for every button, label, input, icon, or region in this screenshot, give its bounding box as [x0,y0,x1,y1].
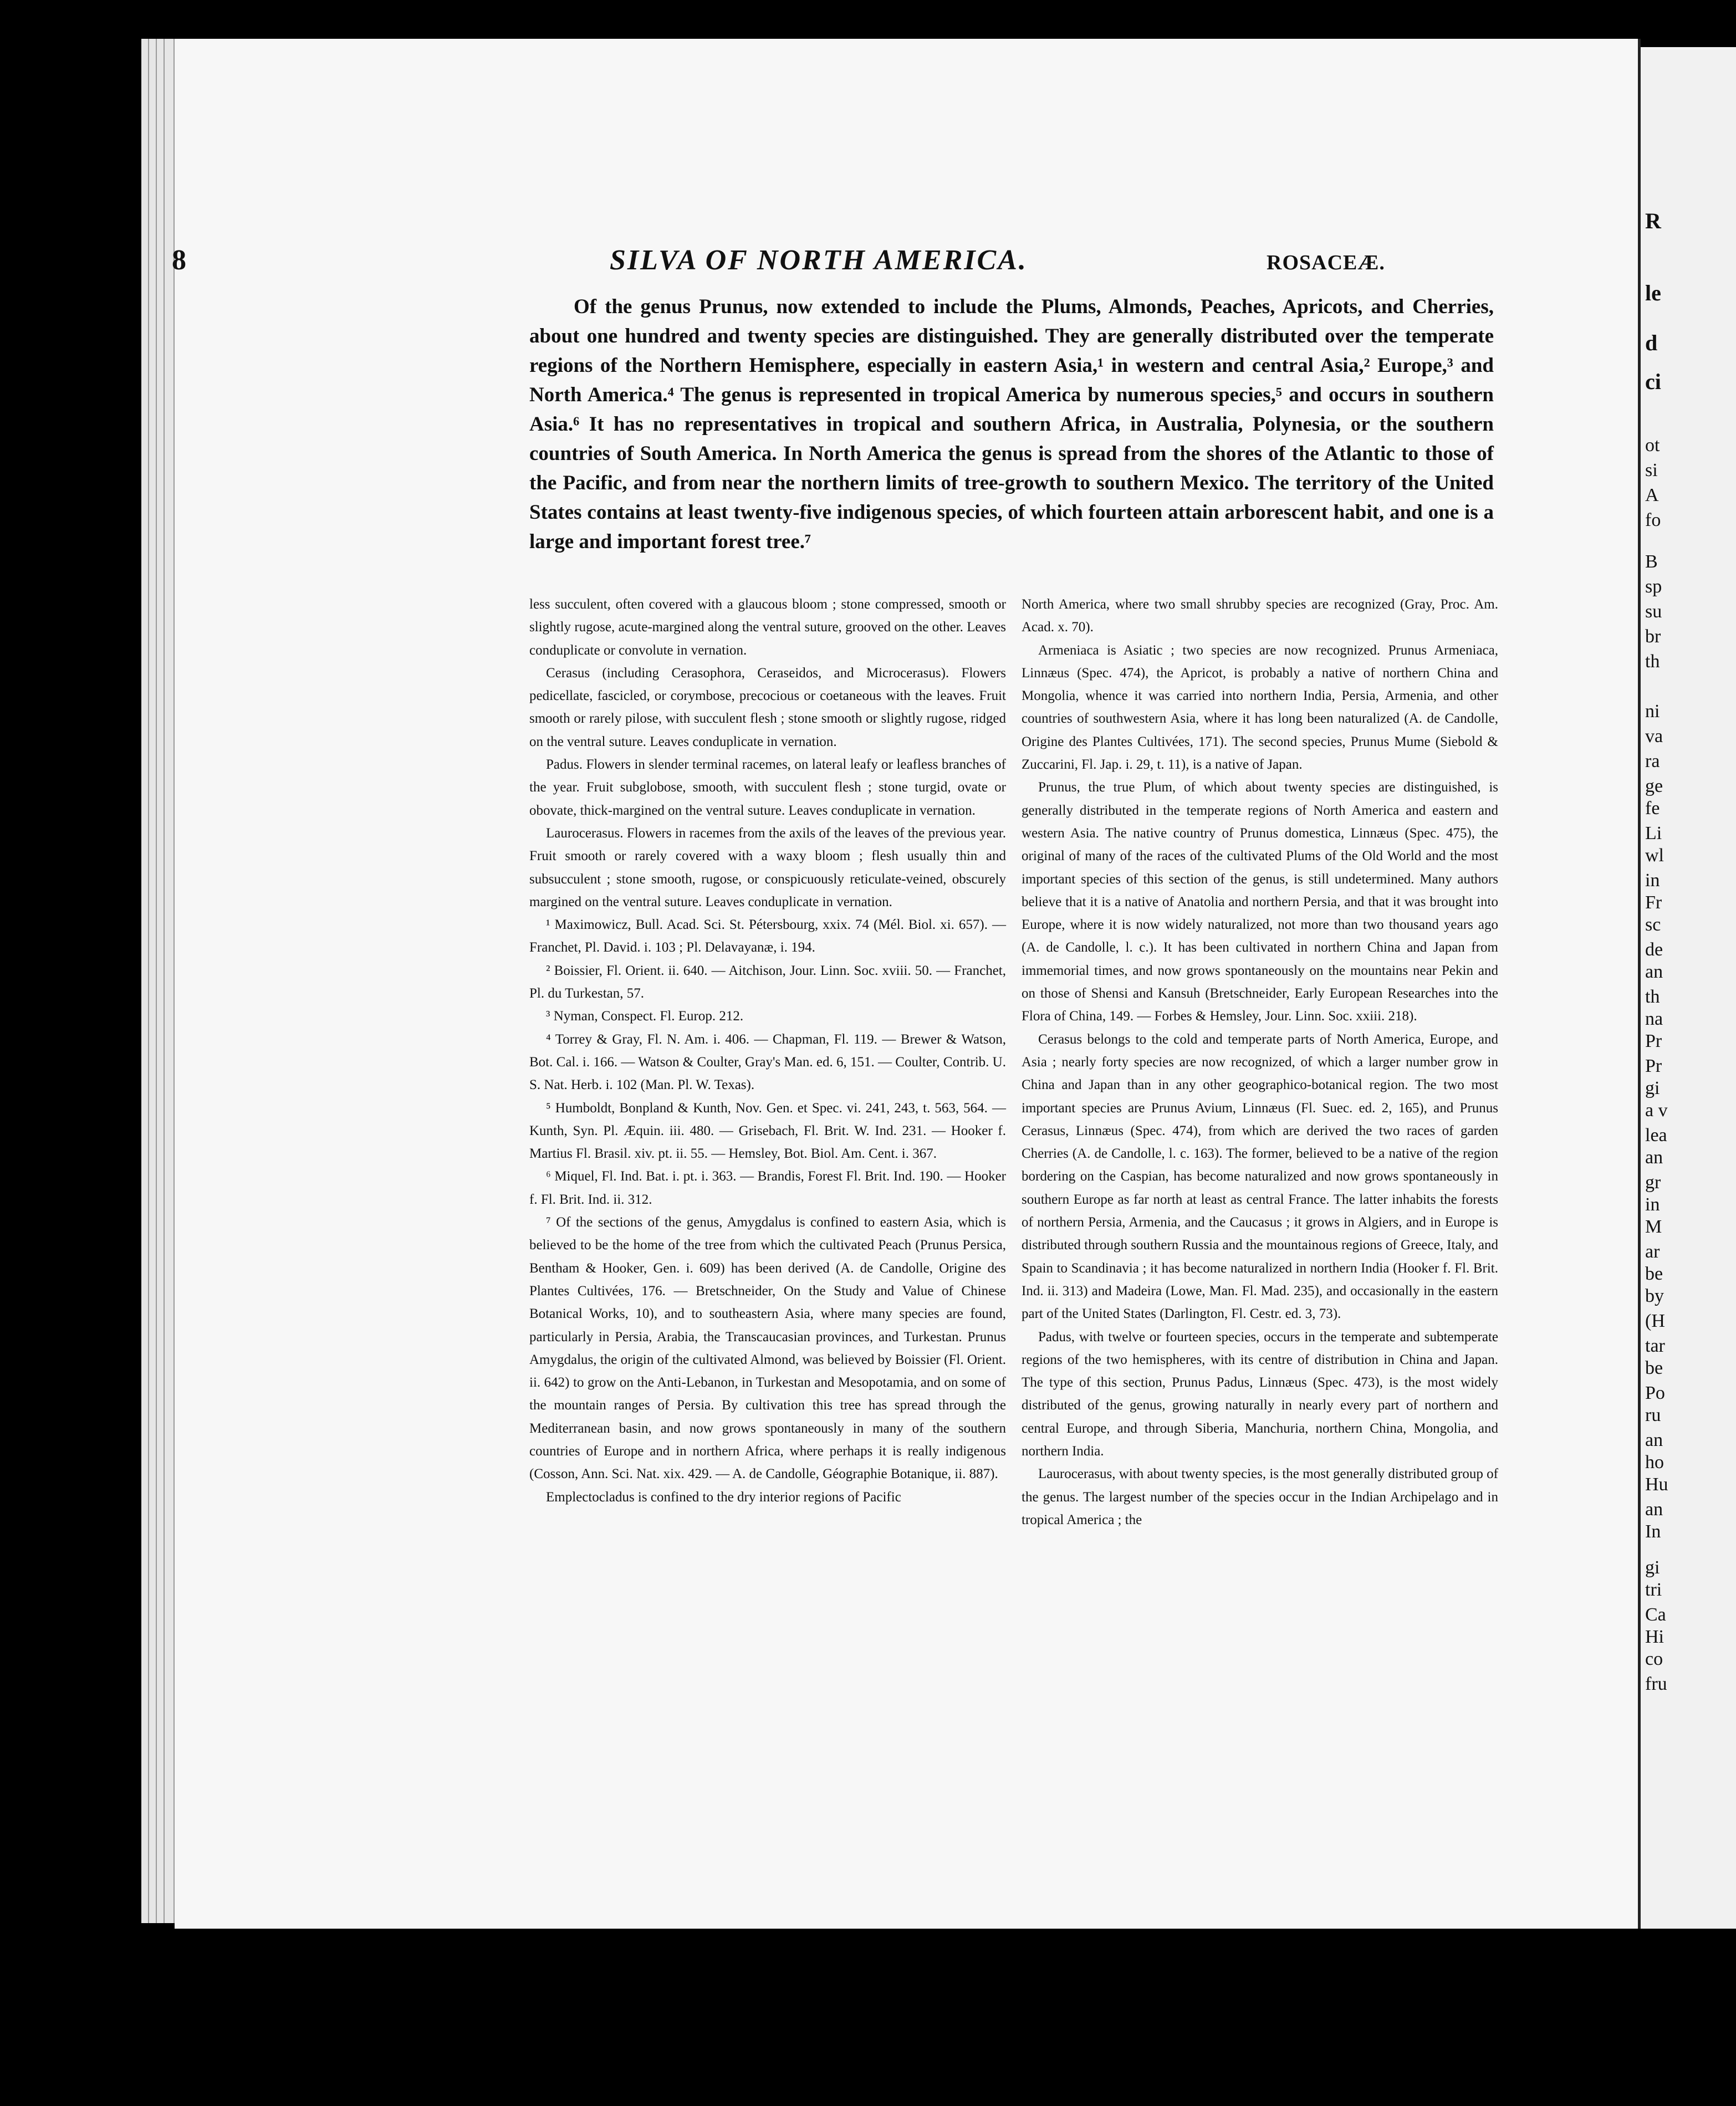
facing-page-fragment: sc [1645,914,1661,935]
facing-page-fragment: de [1645,939,1663,960]
facing-page-fragment: (H [1645,1311,1665,1331]
facing-page-fragment: by [1645,1286,1664,1306]
facing-page-fragment: le [1645,280,1661,305]
paragraph: Laurocerasus, with about twenty species, is the most generally distributed group of the genus. The largest number of the species occur in the Indian Archipelago and in tropical America ; the [1022,1466,1498,1527]
paragraph: Cerasus (including Cerasophora, Ceraseidos, and Microcerasus). Flowers pedicellate, fascicled, or corymbose, precocious or coetaneous with the leaves. Fruit smooth or rarely pilose, with succulent flesh ; stone smooth or slightly rugose, ridged on the ventral suture. Leaves conduplicate in vernation. [529,665,1006,749]
facing-page [1641,47,1736,1929]
facing-page-fragment: be [1645,1358,1663,1378]
facing-page-fragment: R [1645,208,1661,233]
facing-page-fragment: ge [1645,776,1663,796]
facing-page-fragment: ni [1645,701,1660,722]
facing-page-fragment: tar [1645,1336,1665,1356]
paragraph: Prunus, the true Plum, of which about twenty species are distinguished, is generally distributed in the temperate regions of North America and eastern and western Asia. The native country of Prunus domestica, Linnæus (Spec. 475), the original of many of the races of the cultivated Plums of the Old World and the most important species of this section of the genus, is still undetermined. Many authors believe that it is a native of Anatolia and northern Persia, and that it was brought into Europe, where it is now widely naturalized, not more than two thousand years ago (A. de Candolle, l. c.). It has been cultivated in northern China and Japan from immemorial times, and now grows spontaneously on the mountains near Pekin and on those of Shensi and Kansuh (Bretschneider, Early European Researches into the Flora of China, 149. — Forbes & Hemsley, Jour. Linn. Soc. xxiii. 218). [1022,780,1498,1024]
right-column [1022,593,1498,1531]
facing-page-fragment: th [1645,986,1660,1007]
facing-page-fragment: ra [1645,751,1660,771]
intro-text: Of the genus Prunus, now extended to include the Plums, Almonds, Peaches, Apricots, and Cherries, about one hundred and twenty species are distinguished. They are generally distributed over the temperate regions of the Northern Hemisphere, especially in eastern Asia,¹ in western and central Asia,² Europe,³ and North America.⁴ The genus is represented in tropical America by numerous species,⁵ and occurs in southern Asia.⁶ It has no representatives in tropical and southern Africa, in Australia, Polynesia, or the southern countries of South America. In North America the genus is spread from the shores of the Atlantic to those of the Pacific, and from near the northern limits of tree-growth to southern Mexico. The territory of the United States contains at least twenty-five indigenous species, of which fourteen attain arborescent habit, and one is a large and important forest tree.⁷ [529,295,1494,553]
facing-page-fragment: co [1645,1649,1663,1669]
facing-page-fragment: gi [1645,1557,1660,1578]
facing-page-fragment: in [1645,1194,1660,1215]
paragraph: North America, where two small shrubby species are recognized (Gray, Proc. Am. Acad. x. 70). [1022,597,1498,635]
facing-page-fragment: fo [1645,510,1661,530]
facing-page-fragment: d [1645,330,1658,355]
facing-page-fragment: ru [1645,1405,1661,1425]
facing-page-fragment: a v [1645,1100,1668,1121]
facing-page-fragment: In [1645,1521,1661,1542]
paragraph: Emplectocladus is confined to the dry interior regions of Pacific [546,1489,901,1505]
paragraph: Laurocerasus. Flowers in racemes from the axils of the leaves of the previous year. Fruit smooth or rarely covered with a waxy bloom ; flesh usually thin and subsucculent ; stone smooth, rugose, or conspicuously reticulate-veined, obscurely margined on the ventral suture. Leaves conduplicate in vernation. [529,825,1006,909]
facing-page-fragment: si [1645,460,1658,481]
facing-page-fragment: an [1645,1430,1663,1450]
footnote: ¹ Maximowicz, Bull. Acad. Sci. St. Pétersbourg, xxix. 74 (Mél. Biol. xi. 657). — Franchet, Pl. David. i. 103 ; Pl. Delavayanæ, i. 194. [529,917,1006,955]
left-column [529,593,1006,1509]
section-label: ROSACEÆ. [1267,251,1385,274]
paragraph: Cerasus belongs to the cold and temperate parts of North America, Europe, and Asia ; nearly forty species are now recognized, of which a larger number grow in China and Japan than in any other geographico-botanical region. The two most important species are Prunus Avium, Linnæus (Fl. Suec. ed. 2, 165), and Prunus Cerasus, Linnæus (Spec. 474), from which are derived the two races of garden Cherries (A. de Candolle, l. c. 163). The former, believed to be a native of the region bordering on the Caspian, has become naturalized and now grows spontaneously in southern Europe as far north at least as central France. The latter inhabits the forests of northern Persia, Armenia, and the Caucasus ; it grows in Algiers, and in Europe is distributed through southern Russia and the mountainous regions of Greece, Italy, and Spain to Scandinavia ; it has become naturalized in northern India (Hooker f. Fl. Brit. Ind. ii. 313) and Madeira (Lowe, Man. Fl. Mad. 235), and occasionally in the eastern part of the United States (Darlington, Fl. Cestr. ed. 3, 73). [1022,1031,1498,1322]
facing-page-fragment: B [1645,551,1658,572]
facing-page-fragment: A [1645,485,1659,505]
facing-page-fragment: Po [1645,1383,1665,1403]
facing-page-fragment: wl [1645,845,1664,866]
running-title: SILVA OF NORTH AMERICA. [610,244,1028,276]
facing-page-fragment: tri [1645,1580,1662,1600]
facing-page-fragment: M [1645,1216,1662,1237]
facing-page-fragment: in [1645,870,1660,891]
facing-page-fragment: sp [1645,576,1662,597]
paragraph: Armeniaca is Asiatic ; two species are now recognized. Prunus Armeniaca, Linnæus (Spec. 474), the Apricot, is probably a native of northern China and Mongolia, whence it was carried into northern India, Persia, Armenia, and other countries of southwestern Asia, where it has long been naturalized (A. de Candolle, Origine des Plantes Cultivées, 171). The second species, Prunus Mume (Siebold & Zuccarini, Fl. Jap. i. 29, t. 11), is a native of Japan. [1022,642,1498,773]
facing-page-fragment: an [1645,962,1663,982]
facing-page-fragment: ar [1645,1241,1660,1262]
facing-page-fragment: an [1645,1499,1663,1520]
facing-page-fragment: su [1645,601,1662,622]
facing-page-fragment: na [1645,1009,1663,1029]
facing-page-fragment: ho [1645,1452,1664,1473]
footnote: ⁷ Of the sections of the genus, Amygdalus is confined to eastern Asia, which is believed to be the home of the tree from which the cultivated Peach (Prunus Persica, Bentham & Hooker, Gen. i. 609) has been derived (A. de Candolle, Origine des Plantes Cultivées, 176. — Bretschneider, On the Study and Value of Chinese Botanical Works, 10), and to southeastern Asia, where many species are found, particularly in Persia, Arabia, the Transcaucasian provinces, and Turkestan. Prunus Amygdalus, the origin of the cultivated Almond, was believed by Boissier (Fl. Orient. ii. 642) to grow on the Anti-Lebanon, in Turkestan and Mesopotamia, and on some of the mountain ranges of Persia. By cultivation this tree has spread through the Mediterranean basin, and now grows spontaneously in many of the southern countries of Europe and in northern Africa, where perhaps it is really indigenous (Cosson, Ann. Sci. Nat. xix. 429. — A. de Candolle, Géographie Botanique, ii. 887). [529,1215,1006,1482]
facing-page-fragment: ci [1645,369,1661,394]
paragraph: Padus. Flowers in slender terminal racemes, on lateral leafy or leafless branches of the year. Fruit subglobose, smooth, with succulent flesh ; stone turgid, ovate or obovate, thick-margined on the ventral suture. Leaves conduplicate in vernation. [529,757,1006,818]
footnote: ² Boissier, Fl. Orient. ii. 640. — Aitchison, Jour. Linn. Soc. xviii. 50. — Franchet, Pl. du Turkestan, 57. [529,963,1006,1001]
facing-page-fragment: be [1645,1264,1663,1284]
facing-page-fragment: va [1645,726,1663,747]
facing-page-fragment: br [1645,626,1661,647]
intro-paragraph [529,292,1494,556]
facing-page-fragment: ot [1645,435,1660,456]
facing-page-fragment: an [1645,1147,1663,1168]
facing-page-fragment: gr [1645,1172,1661,1193]
footnote: ⁵ Humboldt, Bonpland & Kunth, Nov. Gen. et Spec. vi. 241, 243, t. 563, 564. — Kunth, Syn. Pl. Æquin. iii. 480. — Grisebach, Fl. Brit. W. Ind. 231. — Hooker f. Martius Fl. Brasil. xiv. pt. ii. 55. — Hemsley, Bot. Biol. Am. Cent. i. 367. [529,1100,1006,1162]
facing-page-fragment: fru [1645,1674,1667,1694]
facing-page-fragment: Pr [1645,1031,1662,1051]
facing-page-fragment: gi [1645,1078,1660,1098]
facing-page-fragment: Hu [1645,1474,1668,1495]
facing-page-fragment: lea [1645,1125,1667,1146]
facing-page-fragment: Hi [1645,1627,1664,1647]
facing-page-fragment: Ca [1645,1604,1666,1625]
footnote: ³ Nyman, Conspect. Fl. Europ. 212. [546,1009,744,1024]
facing-page-fragment: th [1645,651,1660,672]
facing-page-fragment: fe [1645,798,1660,819]
facing-page-fragment: Pr [1645,1056,1662,1076]
paragraph: Padus, with twelve or fourteen species, occurs in the temperate and subtemperate regions of the two hemispheres, with its centre of distribution in China and Japan. The type of this section, Prunus Padus, Linnæus (Spec. 473), is the most widely distributed of the genus, growing naturally in nearly every part of northern and central Europe, and through Siberia, Manchuria, northern China, Mongolia, and northern India. [1022,1329,1498,1459]
book-page-edges [141,39,175,1923]
footnote: ⁶ Miquel, Fl. Ind. Bat. i. pt. i. 363. — Brandis, Forest Fl. Brit. Ind. 190. — Hooker f. Fl. Brit. Ind. ii. 312. [529,1169,1006,1207]
footnote: ⁴ Torrey & Gray, Fl. N. Am. i. 406. — Chapman, Fl. 119. — Brewer & Watson, Bot. Cal. i. 166. — Watson & Coulter, Gray's Man. ed. 6, 151. — Coulter, Contrib. U. S. Nat. Herb. i. 102 (Man. Pl. W. Texas). [529,1031,1006,1093]
facing-page-fragment: Fr [1645,892,1662,913]
page-number: 8 [172,244,186,276]
facing-page-fragment: Li [1645,823,1662,844]
paragraph: less succulent, often covered with a glaucous bloom ; stone compressed, smooth or slightly rugose, acute-margined along the ventral suture, grooved on the other. Leaves conduplicate or convolute in vernation. [529,597,1006,658]
